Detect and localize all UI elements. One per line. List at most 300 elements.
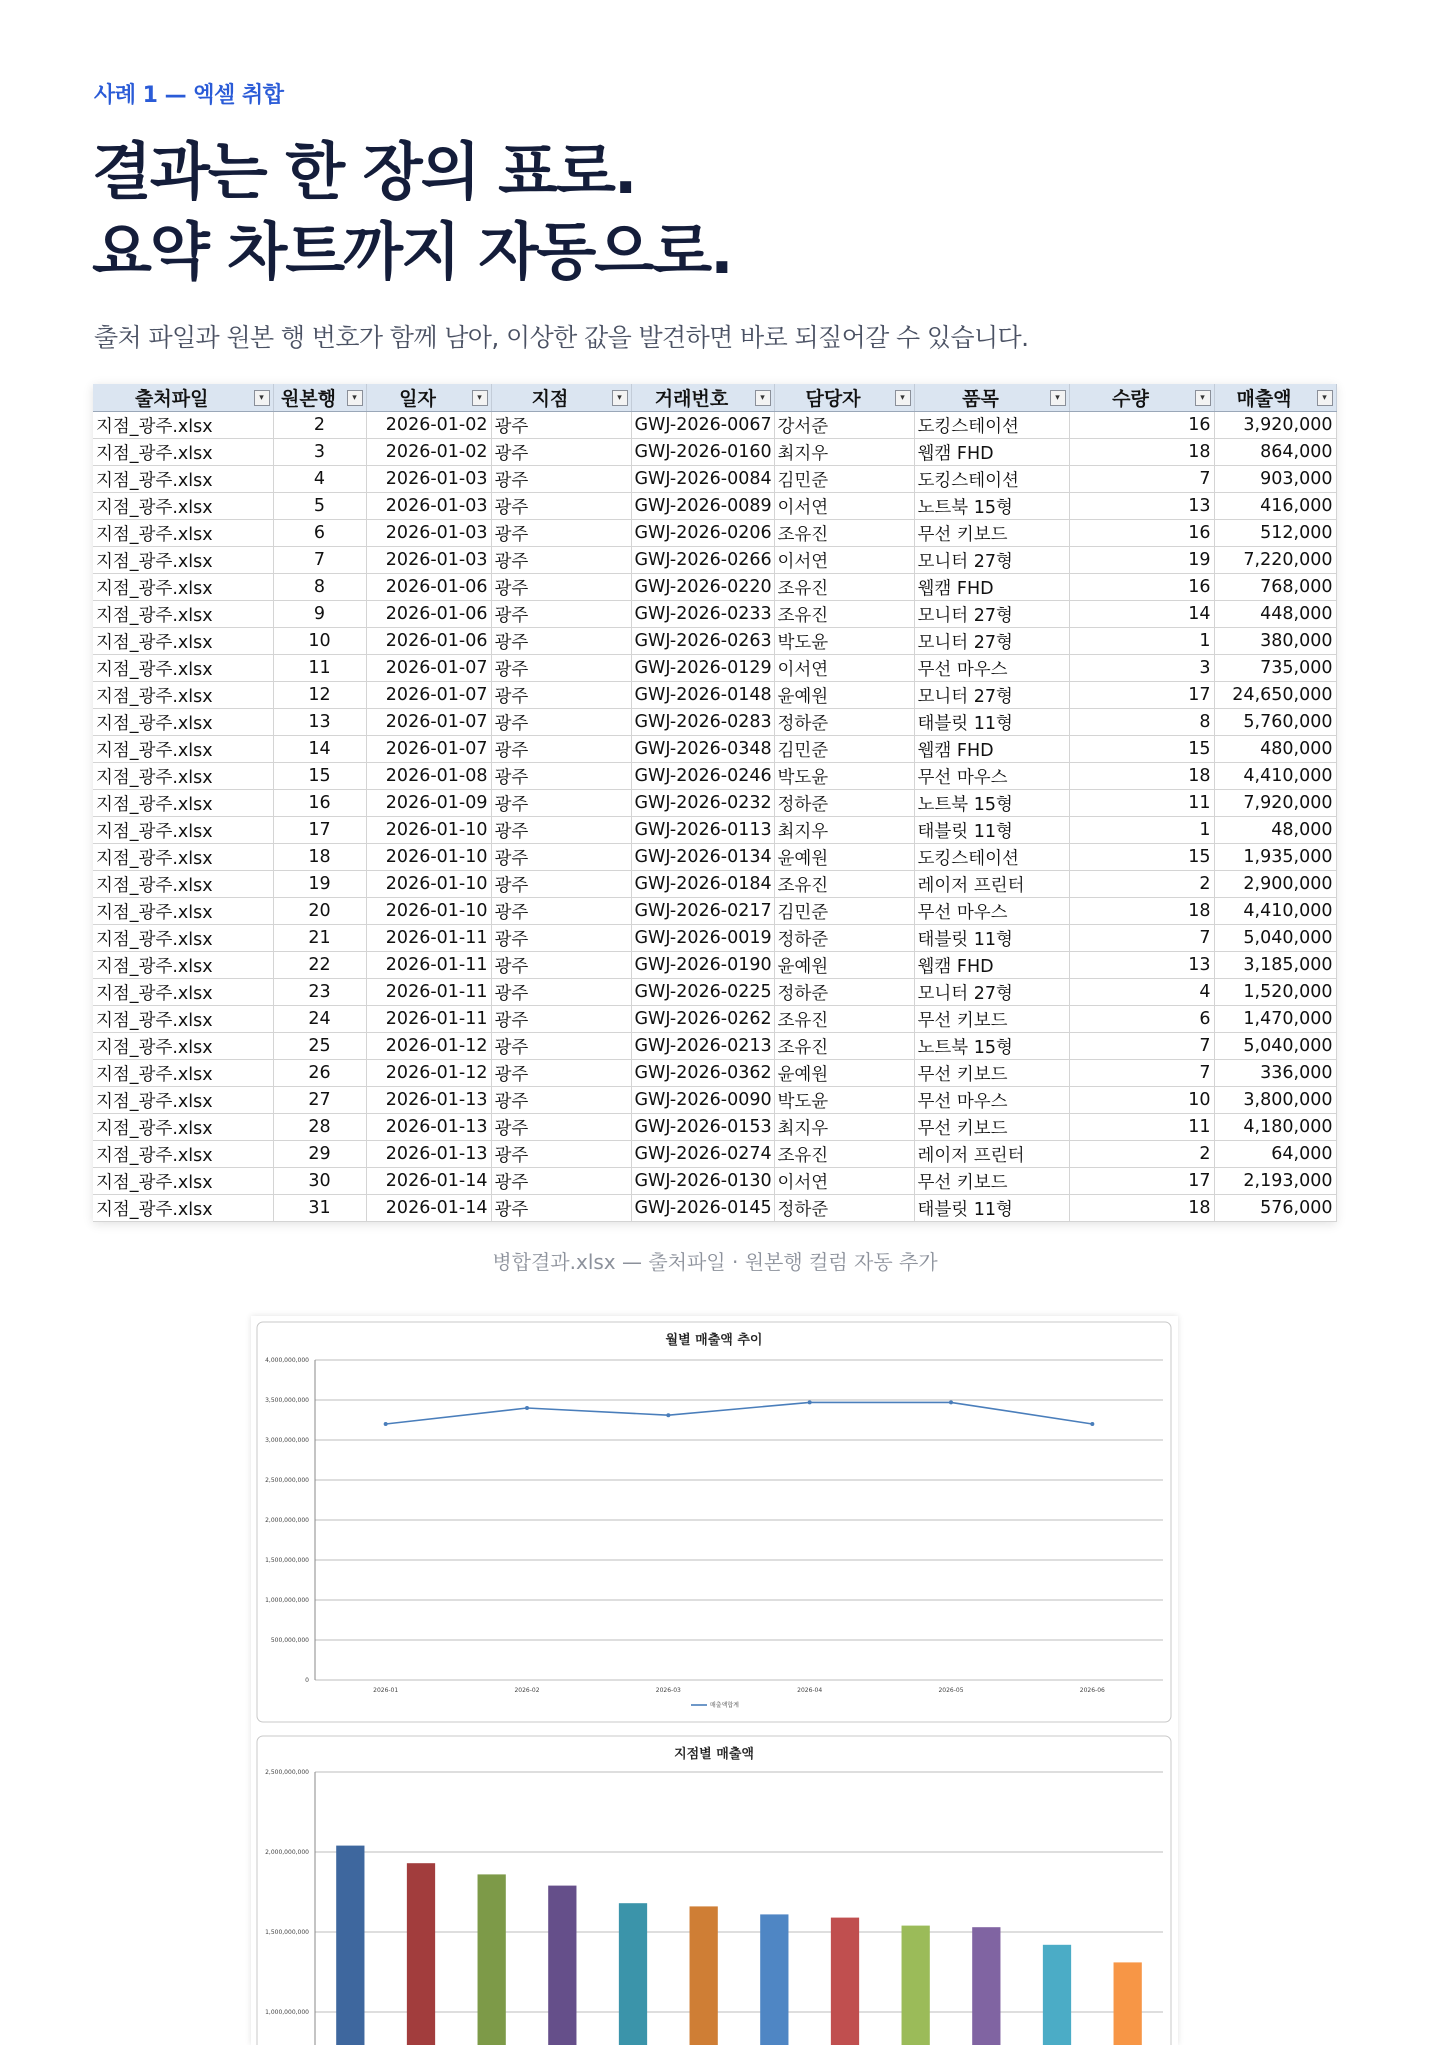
- table-cell[interactable]: 태블릿 11형: [914, 925, 1069, 952]
- table-cell[interactable]: 모니터 27형: [914, 682, 1069, 709]
- table-cell[interactable]: 최지우: [774, 1114, 914, 1141]
- table-cell[interactable]: 지점_광주.xlsx: [93, 1195, 273, 1222]
- table-cell[interactable]: 3,800,000: [1214, 1087, 1336, 1114]
- table-cell[interactable]: 2026-01-12: [366, 1033, 491, 1060]
- table-cell[interactable]: 11: [1069, 1114, 1214, 1141]
- table-cell[interactable]: 768,000: [1214, 574, 1336, 601]
- table-cell[interactable]: 조유진: [774, 1141, 914, 1168]
- table-cell[interactable]: GWJ-2026-0134: [631, 844, 774, 871]
- table-cell[interactable]: 11: [1069, 790, 1214, 817]
- filter-dropdown-icon[interactable]: ▾: [1050, 390, 1066, 406]
- column-header[interactable]: [491, 384, 631, 412]
- table-cell[interactable]: 480,000: [1214, 736, 1336, 763]
- table-cell[interactable]: 1: [1069, 817, 1214, 844]
- table-cell[interactable]: GWJ-2026-0213: [631, 1033, 774, 1060]
- table-cell[interactable]: 30: [273, 1168, 366, 1195]
- table-cell[interactable]: GWJ-2026-0190: [631, 952, 774, 979]
- table-cell[interactable]: 웹캠 FHD: [914, 439, 1069, 466]
- table-cell[interactable]: 지점_광주.xlsx: [93, 628, 273, 655]
- table-cell[interactable]: 2026-01-11: [366, 952, 491, 979]
- table-cell[interactable]: 모니터 27형: [914, 979, 1069, 1006]
- table-cell[interactable]: 지점_광주.xlsx: [93, 1033, 273, 1060]
- table-cell[interactable]: 광주: [491, 493, 631, 520]
- table-cell[interactable]: 태블릿 11형: [914, 817, 1069, 844]
- table-cell[interactable]: GWJ-2026-0129: [631, 655, 774, 682]
- filter-dropdown-icon[interactable]: ▾: [755, 390, 771, 406]
- table-cell[interactable]: 도킹스테이션: [914, 412, 1069, 439]
- table-cell[interactable]: 2026-01-06: [366, 628, 491, 655]
- table-cell[interactable]: 광주: [491, 871, 631, 898]
- table-cell[interactable]: 광주: [491, 655, 631, 682]
- column-header[interactable]: [631, 384, 774, 412]
- table-cell[interactable]: 9: [273, 601, 366, 628]
- table-cell[interactable]: 4,180,000: [1214, 1114, 1336, 1141]
- table-cell[interactable]: 무선 키보드: [914, 1114, 1069, 1141]
- table-cell[interactable]: 2026-01-10: [366, 898, 491, 925]
- table-cell[interactable]: 지점_광주.xlsx: [93, 844, 273, 871]
- table-cell[interactable]: 2026-01-10: [366, 844, 491, 871]
- column-header[interactable]: [1214, 384, 1336, 412]
- table-cell[interactable]: 2026-01-06: [366, 601, 491, 628]
- table-cell[interactable]: 지점_광주.xlsx: [93, 466, 273, 493]
- table-cell[interactable]: 지점_광주.xlsx: [93, 655, 273, 682]
- table-cell[interactable]: 2026-01-07: [366, 709, 491, 736]
- table-cell[interactable]: 지점_광주.xlsx: [93, 547, 273, 574]
- table-cell[interactable]: 2026-01-11: [366, 1006, 491, 1033]
- table-cell[interactable]: 576,000: [1214, 1195, 1336, 1222]
- table-cell[interactable]: 7: [273, 547, 366, 574]
- table-cell[interactable]: 864,000: [1214, 439, 1336, 466]
- table-cell[interactable]: 조유진: [774, 871, 914, 898]
- table-cell[interactable]: 14: [273, 736, 366, 763]
- table-cell[interactable]: 1,520,000: [1214, 979, 1336, 1006]
- table-cell[interactable]: 5: [273, 493, 366, 520]
- table-cell[interactable]: 19: [1069, 547, 1214, 574]
- table-cell[interactable]: 7,920,000: [1214, 790, 1336, 817]
- bar-chart-bar: [760, 1914, 788, 2045]
- table-cell[interactable]: 조유진: [774, 1033, 914, 1060]
- table-cell[interactable]: 7,220,000: [1214, 547, 1336, 574]
- table-cell[interactable]: 22: [273, 952, 366, 979]
- table-cell[interactable]: 광주: [491, 979, 631, 1006]
- table-cell[interactable]: 2026-01-08: [366, 763, 491, 790]
- table-cell[interactable]: GWJ-2026-0266: [631, 547, 774, 574]
- table-cell[interactable]: 903,000: [1214, 466, 1336, 493]
- table-cell[interactable]: GWJ-2026-0233: [631, 601, 774, 628]
- table-cell[interactable]: 광주: [491, 439, 631, 466]
- table-cell[interactable]: 지점_광주.xlsx: [93, 574, 273, 601]
- table-cell[interactable]: 7: [1069, 466, 1214, 493]
- table-cell[interactable]: GWJ-2026-0153: [631, 1114, 774, 1141]
- table-cell[interactable]: 광주: [491, 1195, 631, 1222]
- table-cell[interactable]: 18: [1069, 439, 1214, 466]
- table-cell[interactable]: 지점_광주.xlsx: [93, 1114, 273, 1141]
- table-cell[interactable]: 광주: [491, 844, 631, 871]
- table-cell[interactable]: 정하준: [774, 790, 914, 817]
- table-cell[interactable]: 광주: [491, 1114, 631, 1141]
- table-cell[interactable]: 2026-01-13: [366, 1114, 491, 1141]
- table-cell[interactable]: GWJ-2026-0274: [631, 1141, 774, 1168]
- table-cell[interactable]: 31: [273, 1195, 366, 1222]
- table-cell[interactable]: 조유진: [774, 1006, 914, 1033]
- table-cell[interactable]: 64,000: [1214, 1141, 1336, 1168]
- table-cell[interactable]: 10: [273, 628, 366, 655]
- table-cell[interactable]: 2026-01-06: [366, 574, 491, 601]
- column-header[interactable]: [1069, 384, 1214, 412]
- table-cell[interactable]: 10: [1069, 1087, 1214, 1114]
- table-cell[interactable]: 16: [1069, 520, 1214, 547]
- table-row: [93, 682, 1336, 709]
- table-cell[interactable]: 512,000: [1214, 520, 1336, 547]
- table-cell[interactable]: 1: [1069, 628, 1214, 655]
- table-cell[interactable]: 광주: [491, 520, 631, 547]
- table-cell[interactable]: 13: [1069, 493, 1214, 520]
- table-cell[interactable]: 지점_광주.xlsx: [93, 871, 273, 898]
- table-cell[interactable]: GWJ-2026-0220: [631, 574, 774, 601]
- table-cell[interactable]: 지점_광주.xlsx: [93, 1006, 273, 1033]
- table-cell[interactable]: 지점_광주.xlsx: [93, 952, 273, 979]
- table-cell[interactable]: 5,760,000: [1214, 709, 1336, 736]
- table-cell[interactable]: 조유진: [774, 520, 914, 547]
- table-cell[interactable]: 1,470,000: [1214, 1006, 1336, 1033]
- bar-chart-title: 지점별 매출액: [674, 1747, 754, 1762]
- table-cell[interactable]: 지점_광주.xlsx: [93, 493, 273, 520]
- table-cell[interactable]: 광주: [491, 952, 631, 979]
- table-cell[interactable]: 노트북 15형: [914, 493, 1069, 520]
- table-cell[interactable]: 2026-01-13: [366, 1141, 491, 1168]
- table-cell[interactable]: 도킹스테이션: [914, 466, 1069, 493]
- table-cell[interactable]: 지점_광주.xlsx: [93, 790, 273, 817]
- table-cell[interactable]: 18: [1069, 898, 1214, 925]
- table-cell[interactable]: 광주: [491, 682, 631, 709]
- table-cell[interactable]: 무선 마우스: [914, 1087, 1069, 1114]
- table-cell[interactable]: 지점_광주.xlsx: [93, 520, 273, 547]
- table-cell[interactable]: 2026-01-09: [366, 790, 491, 817]
- table-cell[interactable]: 이서연: [774, 493, 914, 520]
- table-cell[interactable]: GWJ-2026-0232: [631, 790, 774, 817]
- table-cell[interactable]: GWJ-2026-0019: [631, 925, 774, 952]
- table-cell[interactable]: 24: [273, 1006, 366, 1033]
- table-cell[interactable]: GWJ-2026-0246: [631, 763, 774, 790]
- table-cell[interactable]: 지점_광주.xlsx: [93, 439, 273, 466]
- table-cell[interactable]: 광주: [491, 1033, 631, 1060]
- table-cell[interactable]: 김민준: [774, 898, 914, 925]
- filter-dropdown-icon[interactable]: ▾: [612, 390, 628, 406]
- table-cell[interactable]: 20: [273, 898, 366, 925]
- filter-dropdown-icon[interactable]: ▾: [254, 390, 270, 406]
- table-cell[interactable]: 2026-01-14: [366, 1168, 491, 1195]
- table-cell[interactable]: 김민준: [774, 466, 914, 493]
- table-cell[interactable]: 광주: [491, 1168, 631, 1195]
- table-cell[interactable]: 4: [1069, 979, 1214, 1006]
- table-cell[interactable]: 광주: [491, 628, 631, 655]
- table-cell[interactable]: 7: [1069, 925, 1214, 952]
- table-cell[interactable]: GWJ-2026-0089: [631, 493, 774, 520]
- table-cell[interactable]: 17: [1069, 682, 1214, 709]
- table-cell[interactable]: 무선 키보드: [914, 1060, 1069, 1087]
- table-cell[interactable]: 8: [273, 574, 366, 601]
- table-cell[interactable]: 광주: [491, 736, 631, 763]
- table-cell[interactable]: 2026-01-14: [366, 1195, 491, 1222]
- table-cell[interactable]: 24,650,000: [1214, 682, 1336, 709]
- table-cell[interactable]: 3,920,000: [1214, 412, 1336, 439]
- table-cell[interactable]: 380,000: [1214, 628, 1336, 655]
- table-cell[interactable]: 지점_광주.xlsx: [93, 412, 273, 439]
- table-cell[interactable]: 2026-01-02: [366, 439, 491, 466]
- table-cell[interactable]: 무선 키보드: [914, 520, 1069, 547]
- table-cell[interactable]: 29: [273, 1141, 366, 1168]
- table-cell[interactable]: 광주: [491, 412, 631, 439]
- table-cell[interactable]: 광주: [491, 547, 631, 574]
- table-cell[interactable]: 지점_광주.xlsx: [93, 601, 273, 628]
- table-cell[interactable]: 지점_광주.xlsx: [93, 763, 273, 790]
- table-cell[interactable]: 광주: [491, 763, 631, 790]
- table-cell[interactable]: 지점_광주.xlsx: [93, 979, 273, 1006]
- table-cell[interactable]: 지점_광주.xlsx: [93, 898, 273, 925]
- column-header[interactable]: [93, 384, 273, 412]
- table-cell[interactable]: GWJ-2026-0263: [631, 628, 774, 655]
- table-cell[interactable]: 2026-01-11: [366, 979, 491, 1006]
- table-cell[interactable]: GWJ-2026-0084: [631, 466, 774, 493]
- table-cell[interactable]: 26: [273, 1060, 366, 1087]
- table-cell[interactable]: 2026-01-03: [366, 547, 491, 574]
- table-cell[interactable]: 정하준: [774, 925, 914, 952]
- table-cell[interactable]: 4,410,000: [1214, 898, 1336, 925]
- table-cell[interactable]: 7: [1069, 1033, 1214, 1060]
- table-cell[interactable]: 336,000: [1214, 1060, 1336, 1087]
- table-cell[interactable]: 17: [273, 817, 366, 844]
- table-cell[interactable]: 16: [1069, 412, 1214, 439]
- table-cell[interactable]: 조유진: [774, 574, 914, 601]
- table-cell[interactable]: 2026-01-07: [366, 655, 491, 682]
- table-cell[interactable]: 11: [273, 655, 366, 682]
- filter-dropdown-icon[interactable]: ▾: [347, 390, 363, 406]
- table-cell[interactable]: 광주: [491, 601, 631, 628]
- table-cell[interactable]: 윤예원: [774, 1060, 914, 1087]
- table-cell[interactable]: GWJ-2026-0206: [631, 520, 774, 547]
- table-cell[interactable]: 12: [273, 682, 366, 709]
- table-cell[interactable]: 2026-01-10: [366, 871, 491, 898]
- bar-chart-ytick: 1,000,000,000: [265, 2009, 309, 2016]
- table-cell[interactable]: 6: [273, 520, 366, 547]
- table-cell[interactable]: 레이저 프린터: [914, 1141, 1069, 1168]
- table-cell[interactable]: 1,935,000: [1214, 844, 1336, 871]
- table-cell[interactable]: 광주: [491, 1006, 631, 1033]
- table-cell[interactable]: 2026-01-11: [366, 925, 491, 952]
- table-cell[interactable]: 광주: [491, 817, 631, 844]
- table-cell[interactable]: 23: [273, 979, 366, 1006]
- table-cell[interactable]: 광주: [491, 898, 631, 925]
- table-row: [93, 736, 1336, 763]
- table-cell[interactable]: 2,193,000: [1214, 1168, 1336, 1195]
- table-cell[interactable]: 지점_광주.xlsx: [93, 1060, 273, 1087]
- table-cell[interactable]: 16: [273, 790, 366, 817]
- table-cell[interactable]: 2026-01-03: [366, 493, 491, 520]
- table-cell[interactable]: 416,000: [1214, 493, 1336, 520]
- table-cell[interactable]: GWJ-2026-0148: [631, 682, 774, 709]
- table-cell[interactable]: GWJ-2026-0067: [631, 412, 774, 439]
- table-cell[interactable]: 15: [1069, 844, 1214, 871]
- table-cell[interactable]: 모니터 27형: [914, 547, 1069, 574]
- table-cell[interactable]: 지점_광주.xlsx: [93, 925, 273, 952]
- table-cell[interactable]: 735,000: [1214, 655, 1336, 682]
- table-cell[interactable]: GWJ-2026-0090: [631, 1087, 774, 1114]
- table-cell[interactable]: 광주: [491, 574, 631, 601]
- table-cell[interactable]: 웹캠 FHD: [914, 952, 1069, 979]
- column-header[interactable]: [273, 384, 366, 412]
- table-cell[interactable]: 3: [273, 439, 366, 466]
- table-cell[interactable]: 무선 키보드: [914, 1168, 1069, 1195]
- table-cell[interactable]: 노트북 15형: [914, 1033, 1069, 1060]
- table-cell[interactable]: 2026-01-13: [366, 1087, 491, 1114]
- table-cell[interactable]: 2026-01-03: [366, 520, 491, 547]
- table-cell[interactable]: 광주: [491, 1087, 631, 1114]
- table-cell[interactable]: 15: [273, 763, 366, 790]
- table-cell[interactable]: 25: [273, 1033, 366, 1060]
- table-cell[interactable]: GWJ-2026-0283: [631, 709, 774, 736]
- table-cell[interactable]: 지점_광주.xlsx: [93, 709, 273, 736]
- table-cell[interactable]: 태블릿 11형: [914, 709, 1069, 736]
- table-cell[interactable]: 18: [1069, 1195, 1214, 1222]
- table-cell[interactable]: 48,000: [1214, 817, 1336, 844]
- table-cell[interactable]: 지점_광주.xlsx: [93, 1168, 273, 1195]
- table-cell[interactable]: 광주: [491, 1141, 631, 1168]
- table-cell[interactable]: 지점_광주.xlsx: [93, 817, 273, 844]
- table-cell[interactable]: GWJ-2026-0160: [631, 439, 774, 466]
- table-cell[interactable]: 지점_광주.xlsx: [93, 736, 273, 763]
- table-row: [93, 493, 1336, 520]
- table-cell[interactable]: 17: [1069, 1168, 1214, 1195]
- table-cell[interactable]: 이서연: [774, 655, 914, 682]
- table-cell[interactable]: 2: [273, 412, 366, 439]
- table-cell[interactable]: 2026-01-07: [366, 736, 491, 763]
- table-cell[interactable]: 태블릿 11형: [914, 1195, 1069, 1222]
- table-cell[interactable]: 이서연: [774, 547, 914, 574]
- table-cell[interactable]: 광주: [491, 709, 631, 736]
- table-cell[interactable]: 2026-01-02: [366, 412, 491, 439]
- table-cell[interactable]: 28: [273, 1114, 366, 1141]
- table-cell[interactable]: 모니터 27형: [914, 628, 1069, 655]
- table-cell[interactable]: 448,000: [1214, 601, 1336, 628]
- table-cell[interactable]: 윤예원: [774, 844, 914, 871]
- table-cell[interactable]: 박도윤: [774, 628, 914, 655]
- table-cell[interactable]: 광주: [491, 790, 631, 817]
- column-header[interactable]: [366, 384, 491, 412]
- filter-dropdown-icon[interactable]: ▾: [1195, 390, 1211, 406]
- table-cell[interactable]: GWJ-2026-0184: [631, 871, 774, 898]
- table-cell[interactable]: 4,410,000: [1214, 763, 1336, 790]
- line-chart-xtick: 2026-03: [655, 1687, 681, 1694]
- table-cell[interactable]: 3,185,000: [1214, 952, 1336, 979]
- table-row: [93, 898, 1336, 925]
- table-cell[interactable]: 무선 키보드: [914, 1006, 1069, 1033]
- table-cell[interactable]: 무선 마우스: [914, 655, 1069, 682]
- line-chart-point: [666, 1413, 670, 1417]
- column-header[interactable]: [914, 384, 1069, 412]
- table-cell[interactable]: 6: [1069, 1006, 1214, 1033]
- table-cell[interactable]: 2026-01-12: [366, 1060, 491, 1087]
- table-cell[interactable]: 18: [1069, 763, 1214, 790]
- table-cell[interactable]: GWJ-2026-0362: [631, 1060, 774, 1087]
- table-cell[interactable]: 14: [1069, 601, 1214, 628]
- table-cell[interactable]: 이서연: [774, 1168, 914, 1195]
- table-cell[interactable]: 2: [1069, 1141, 1214, 1168]
- table-cell[interactable]: GWJ-2026-0145: [631, 1195, 774, 1222]
- table-cell[interactable]: 21: [273, 925, 366, 952]
- filter-dropdown-icon[interactable]: ▾: [895, 390, 911, 406]
- table-cell[interactable]: GWJ-2026-0262: [631, 1006, 774, 1033]
- table-cell[interactable]: 박도윤: [774, 1087, 914, 1114]
- table-cell[interactable]: 지점_광주.xlsx: [93, 1087, 273, 1114]
- filter-dropdown-icon[interactable]: ▾: [472, 390, 488, 406]
- table-cell[interactable]: 지점_광주.xlsx: [93, 1141, 273, 1168]
- table-cell[interactable]: 윤예원: [774, 952, 914, 979]
- table-cell[interactable]: 정하준: [774, 979, 914, 1006]
- table-cell[interactable]: 15: [1069, 736, 1214, 763]
- table-cell[interactable]: 정하준: [774, 1195, 914, 1222]
- table-cell[interactable]: 최지우: [774, 439, 914, 466]
- table-cell[interactable]: GWJ-2026-0217: [631, 898, 774, 925]
- table-cell[interactable]: 조유진: [774, 601, 914, 628]
- column-header[interactable]: [774, 384, 914, 412]
- table-cell[interactable]: 강서준: [774, 412, 914, 439]
- table-cell[interactable]: 웹캠 FHD: [914, 736, 1069, 763]
- filter-dropdown-icon[interactable]: ▾: [1317, 390, 1333, 406]
- table-cell[interactable]: 3: [1069, 655, 1214, 682]
- table-cell[interactable]: 광주: [491, 925, 631, 952]
- table-cell[interactable]: 노트북 15형: [914, 790, 1069, 817]
- table-cell[interactable]: 4: [273, 466, 366, 493]
- table-cell[interactable]: 웹캠 FHD: [914, 574, 1069, 601]
- table-cell[interactable]: 27: [273, 1087, 366, 1114]
- table-cell[interactable]: 정하준: [774, 709, 914, 736]
- table-cell[interactable]: 13: [273, 709, 366, 736]
- table-cell[interactable]: 최지우: [774, 817, 914, 844]
- table-cell[interactable]: 윤예원: [774, 682, 914, 709]
- table-cell[interactable]: GWJ-2026-0130: [631, 1168, 774, 1195]
- table-cell[interactable]: 2026-01-03: [366, 466, 491, 493]
- table-cell[interactable]: 도킹스테이션: [914, 844, 1069, 871]
- table-cell[interactable]: 2026-01-07: [366, 682, 491, 709]
- table-cell[interactable]: 13: [1069, 952, 1214, 979]
- table-cell[interactable]: 5,040,000: [1214, 925, 1336, 952]
- line-chart-point: [808, 1400, 812, 1404]
- column-header-label: 출처파일: [135, 388, 209, 410]
- table-cell[interactable]: 16: [1069, 574, 1214, 601]
- table-cell[interactable]: 2026-01-10: [366, 817, 491, 844]
- table-cell[interactable]: 김민준: [774, 736, 914, 763]
- table-cell[interactable]: 모니터 27형: [914, 601, 1069, 628]
- table-cell[interactable]: 광주: [491, 1060, 631, 1087]
- table-cell[interactable]: 지점_광주.xlsx: [93, 682, 273, 709]
- table-cell[interactable]: 19: [273, 871, 366, 898]
- bar-chart-bar: [690, 1906, 718, 2045]
- table-cell[interactable]: 레이저 프린터: [914, 871, 1069, 898]
- table-cell[interactable]: 8: [1069, 709, 1214, 736]
- table-cell[interactable]: GWJ-2026-0113: [631, 817, 774, 844]
- table-cell[interactable]: GWJ-2026-0348: [631, 736, 774, 763]
- table-cell[interactable]: 박도윤: [774, 763, 914, 790]
- table-cell[interactable]: 무선 마우스: [914, 898, 1069, 925]
- table-cell[interactable]: 7: [1069, 1060, 1214, 1087]
- table-cell[interactable]: 무선 마우스: [914, 763, 1069, 790]
- table-cell[interactable]: 2,900,000: [1214, 871, 1336, 898]
- table-cell[interactable]: 2: [1069, 871, 1214, 898]
- table-cell[interactable]: 18: [273, 844, 366, 871]
- table-cell[interactable]: 5,040,000: [1214, 1033, 1336, 1060]
- table-cell[interactable]: 광주: [491, 466, 631, 493]
- table-cell[interactable]: GWJ-2026-0225: [631, 979, 774, 1006]
